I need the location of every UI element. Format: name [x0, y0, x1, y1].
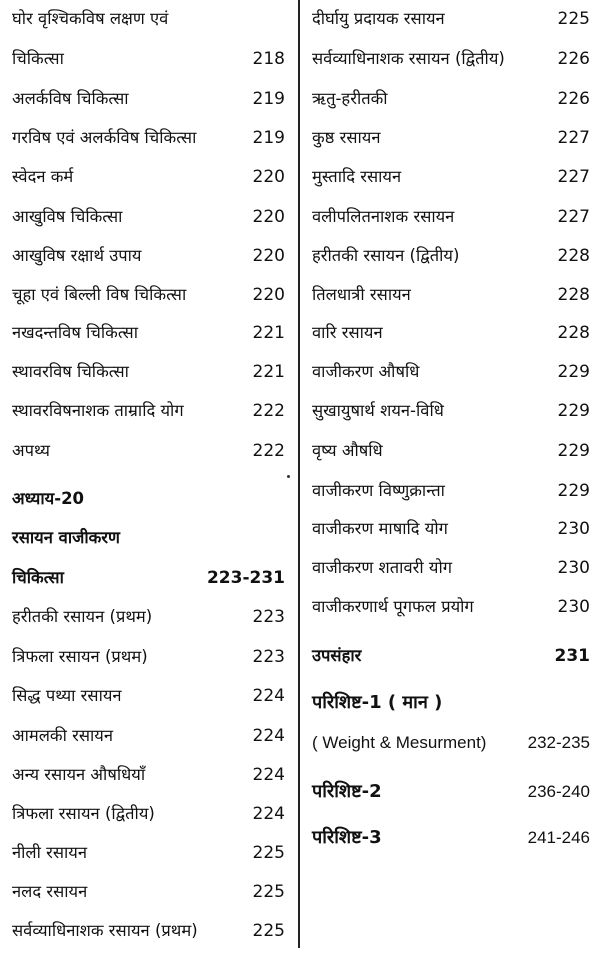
appendix-heading[interactable]	[312, 779, 590, 805]
toc-entry[interactable]	[12, 565, 285, 591]
entry-page: 230	[557, 597, 590, 617]
entry-page: 225	[252, 843, 285, 863]
toc-entry[interactable]	[12, 879, 285, 905]
entry-title: आमलकी रसायन	[12, 726, 114, 745]
entry-page: 221	[252, 362, 285, 382]
entry-page: 224	[252, 686, 285, 706]
entry-title: सिद्ध पथ्या रसायन	[12, 686, 122, 705]
entry-title: नलद रसायन	[12, 882, 88, 901]
entry-page: 241-246	[527, 828, 590, 847]
toc-entry[interactable]	[12, 801, 285, 827]
toc-entry[interactable]	[12, 243, 285, 269]
toc-entry[interactable]	[12, 282, 285, 308]
entry-page: 228	[557, 285, 590, 305]
entry-title: परिशिष्ट-3	[312, 827, 382, 848]
entry-title: नखदन्तविष चिकित्सा	[12, 323, 138, 342]
entry-title: सर्वव्याधिनाशक रसायन (द्वितीय)	[312, 49, 505, 68]
entry-page: 229	[557, 401, 590, 421]
toc-entry[interactable]	[12, 6, 285, 32]
entry-page: 227	[557, 128, 590, 148]
toc-entry[interactable]	[312, 125, 590, 151]
entry-title: दीर्घायु प्रदायक रसायन	[312, 9, 445, 28]
toc-entry[interactable]	[12, 164, 285, 190]
chapter-title	[12, 525, 285, 551]
appendix-heading[interactable]	[312, 825, 590, 851]
entry-page: 220	[252, 207, 285, 227]
entry-page: 220	[252, 167, 285, 187]
toc-entry[interactable]	[12, 125, 285, 151]
entry-page: 232-235	[527, 733, 590, 752]
entry-page: 228	[557, 246, 590, 266]
entry-title: सुखायुषार्थ शयन-विधि	[312, 401, 444, 420]
entry-title: वारि रसायन	[312, 323, 383, 342]
entry-page: 221	[252, 323, 285, 343]
entry-page: 231	[554, 646, 590, 666]
chapter-heading	[12, 486, 285, 512]
entry-title: घोर वृश्चिकविष लक्षण एवं	[12, 9, 169, 28]
entry-title: स्थावरविषनाशक ताम्रादि योग	[12, 401, 184, 420]
toc-entry[interactable]	[312, 478, 590, 504]
entry-page: 230	[557, 558, 590, 578]
toc-entry[interactable]	[12, 86, 285, 112]
toc-entry[interactable]	[312, 243, 590, 269]
toc-entry[interactable]	[312, 643, 590, 669]
entry-title: त्रिफला रसायन (प्रथम)	[12, 647, 148, 666]
entry-page: 228	[557, 323, 590, 343]
toc-entry[interactable]	[12, 644, 285, 670]
entry-title: त्रिफला रसायन (द्वितीय)	[12, 804, 155, 823]
toc-entry[interactable]	[312, 555, 590, 581]
entry-title: चिकित्सा	[12, 49, 64, 68]
entry-page: 229	[557, 481, 590, 501]
entry-title: आखुविष रक्षार्थ उपाय	[12, 246, 142, 265]
stray-dot	[287, 475, 290, 478]
entry-title: उपसंहार	[312, 646, 362, 665]
entry-title: नीली रसायन	[12, 843, 88, 862]
entry-title: वृष्य औषधि	[312, 441, 383, 460]
entry-title: परिशिष्ट-1 ( मान )	[312, 692, 443, 713]
entry-title: अन्य रसायन औषधियाँ	[12, 765, 146, 784]
entry-title: गरविष एवं अलर्कविष चिकित्सा	[12, 128, 197, 147]
entry-title: कुष्ठ रसायन	[312, 128, 381, 147]
entry-title: मुस्तादि रसायन	[312, 167, 402, 186]
entry-page: 220	[252, 285, 285, 305]
toc-entry[interactable]	[312, 359, 590, 385]
entry-page: 219	[252, 89, 285, 109]
toc-entry[interactable]	[12, 604, 285, 630]
toc-entry[interactable]	[12, 359, 285, 385]
toc-entry[interactable]	[12, 398, 285, 424]
entry-page: 229	[557, 362, 590, 382]
toc-entry[interactable]	[12, 683, 285, 709]
toc-entry[interactable]	[312, 282, 590, 308]
entry-title: वाजीकरण माषादि योग	[312, 519, 448, 538]
toc-entry[interactable]	[12, 438, 285, 464]
entry-title: वाजीकरण औषधि	[312, 362, 420, 381]
entry-page: 229	[557, 441, 590, 461]
entry-title: वाजीकरणार्थ पूगफल प्रयोग	[312, 597, 474, 616]
entry-page: 224	[252, 804, 285, 824]
toc-entry[interactable]	[12, 723, 285, 749]
entry-page: 226	[557, 89, 590, 109]
entry-page: 220	[252, 246, 285, 266]
toc-entry[interactable]	[312, 398, 590, 424]
toc-entry[interactable]	[12, 840, 285, 866]
chapter-title-text: रसायन वाजीकरण	[12, 528, 120, 547]
toc-entry[interactable]	[312, 86, 590, 112]
chapter-number: अध्याय-20	[12, 489, 85, 508]
entry-title: स्वेदन कर्म	[12, 167, 74, 186]
toc-entry[interactable]	[312, 6, 590, 32]
entry-title: हरीतकी रसायन (प्रथम)	[12, 607, 153, 626]
toc-entry[interactable]	[312, 46, 590, 72]
entry-title: चिकित्सा	[12, 568, 64, 587]
entry-page: 218	[252, 49, 285, 69]
entry-title: आखुविष चिकित्सा	[12, 207, 123, 226]
entry-page: 225	[252, 882, 285, 902]
toc-entry[interactable]	[312, 733, 590, 759]
entry-page: 222	[252, 401, 285, 421]
entry-page: 227	[557, 207, 590, 227]
entry-title: वाजीकरण शतावरी योग	[312, 558, 453, 577]
toc-entry[interactable]	[12, 918, 285, 944]
entry-title: ऋतु-हरीतकी	[312, 89, 388, 108]
toc-entry[interactable]	[312, 438, 590, 464]
toc-entry[interactable]	[312, 164, 590, 190]
entry-title: परिशिष्ट-2	[312, 781, 382, 802]
toc-entry[interactable]	[312, 594, 590, 620]
entry-page: 236-240	[527, 782, 590, 801]
toc-entry[interactable]	[12, 762, 285, 788]
appendix-heading[interactable]	[312, 690, 590, 716]
entry-page: 225	[557, 9, 590, 29]
entry-page: 223	[252, 647, 285, 667]
entry-page: 227	[557, 167, 590, 187]
entry-title: सर्वव्याधिनाशक रसायन (प्रथम)	[12, 921, 198, 940]
entry-page: 224	[252, 726, 285, 746]
entry-title: अलर्कविष चिकित्सा	[12, 89, 129, 108]
column-divider	[298, 0, 300, 948]
entry-page: 222	[252, 441, 285, 461]
toc-entry[interactable]	[12, 204, 285, 230]
entry-page: 225	[252, 921, 285, 941]
entry-title: ( Weight & Mesurment)	[312, 733, 487, 752]
entry-title: वाजीकरण विष्णुक्रान्ता	[312, 481, 445, 500]
toc-entry[interactable]	[12, 46, 285, 72]
entry-page: 224	[252, 765, 285, 785]
toc-entry[interactable]	[312, 320, 590, 346]
entry-page: 219	[252, 128, 285, 148]
entry-page: 223	[252, 607, 285, 627]
entry-page: 230	[557, 519, 590, 539]
entry-page: 226	[557, 49, 590, 69]
toc-entry[interactable]	[312, 204, 590, 230]
entry-page: 223-231	[206, 568, 285, 588]
entry-title: तिलधात्री रसायन	[312, 285, 411, 304]
entry-title: वलीपलितनाशक रसायन	[312, 207, 455, 226]
toc-entry[interactable]	[312, 516, 590, 542]
entry-title: स्थावरविष चिकित्सा	[12, 362, 129, 381]
toc-entry[interactable]	[12, 320, 285, 346]
entry-title: चूहा एवं बिल्ली विष चिकित्सा	[12, 285, 187, 304]
entry-title: अपथ्य	[12, 441, 50, 460]
entry-title: हरीतकी रसायन (द्वितीय)	[312, 246, 460, 265]
